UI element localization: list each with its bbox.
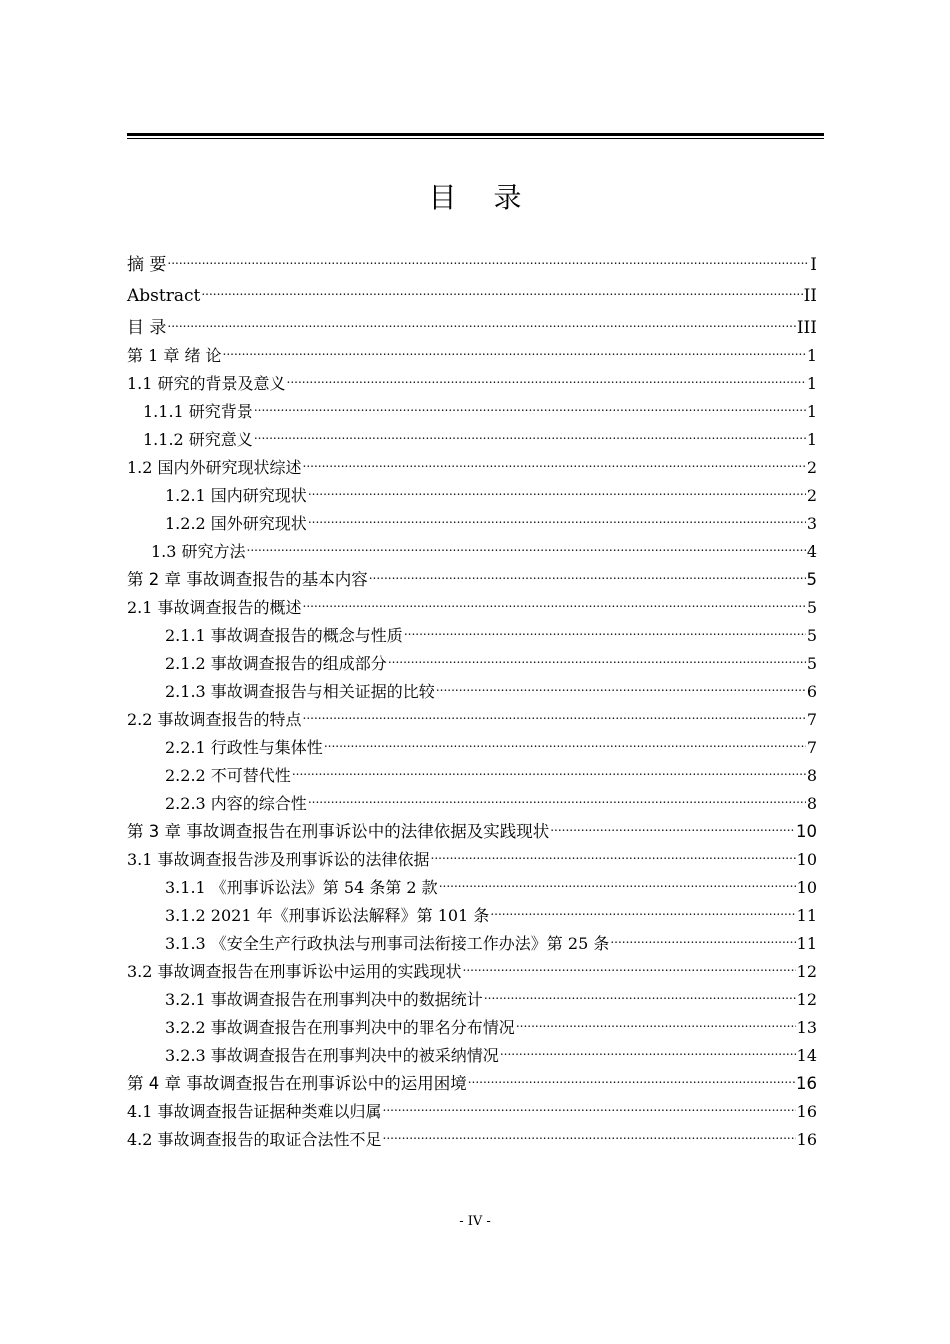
toc-leader-dots	[303, 585, 806, 613]
toc-entry-page-number: 2	[806, 457, 817, 477]
toc-leader-dots	[468, 1061, 795, 1089]
toc-entry-page-number: 1	[806, 373, 817, 393]
toc-entry-page-number: 11	[796, 905, 817, 925]
toc-leader-dots	[436, 669, 806, 697]
toc-leader-dots	[369, 557, 806, 585]
toc-leader-dots	[167, 238, 809, 270]
toc-entry-label: 目 录	[127, 317, 167, 338]
toc-leader-dots	[223, 333, 806, 361]
toc-leader-dots	[247, 529, 806, 557]
header-double-rule	[127, 133, 824, 139]
toc-leader-dots	[167, 301, 795, 333]
toc-leader-dots	[308, 501, 806, 529]
toc-entry-label: 3.2.2 事故调查报告在刑事判决中的罪名分布情况	[165, 1017, 515, 1037]
toc-leader-dots	[303, 697, 806, 725]
toc-entry-page-number: 8	[806, 793, 817, 813]
toc-entry-page-number: 7	[806, 737, 817, 757]
header-rule-thin	[127, 138, 824, 139]
toc-entry-label: 摘 要	[127, 254, 167, 275]
toc-leader-dots	[610, 921, 795, 949]
toc-entry[interactable]	[127, 270, 817, 306]
toc-entry-page-number: 12	[796, 989, 817, 1009]
toc-entry-page-number: 16	[796, 1101, 817, 1121]
toc-entry-label: 第 3 章 事故调查报告在刑事诉讼中的法律依据及实践现状	[127, 821, 550, 841]
toc-entry-page-number: III	[796, 317, 817, 338]
toc-entry-label: 3.2.3 事故调查报告在刑事判决中的被采纳情况	[165, 1045, 499, 1065]
toc-leader-dots	[388, 641, 806, 669]
toc-leader-dots	[484, 977, 796, 1005]
toc-entry-page-number: 1	[806, 401, 817, 421]
toc-entry-label: 1.2 国内外研究现状综述	[127, 457, 302, 477]
toc-entry-label: 2.2 事故调查报告的特点	[127, 709, 302, 729]
toc-entry[interactable]	[127, 333, 817, 365]
toc-entry-label: 2.2.1 行政性与集体性	[165, 737, 323, 757]
toc-entry-label: 2.2.3 内容的综合性	[165, 793, 307, 813]
toc-entry-label: 3.1.3 《安全生产行政执法与刑事司法衔接工作办法》第 25 条	[165, 933, 610, 953]
toc-entry-page-number: 4	[806, 541, 817, 561]
toc-entry-page-number: II	[803, 286, 817, 306]
header-rule-thick	[127, 133, 824, 136]
toc-entry-label: 3.1.2 2021 年《刑事诉讼法解释》第 101 条	[165, 905, 490, 925]
toc-leader-dots	[439, 865, 796, 893]
toc-entry-label: 1.1.2 研究意义	[143, 429, 253, 449]
toc-entry-page-number: 2	[806, 485, 817, 505]
toc-entry-label: Abstract	[127, 286, 201, 306]
toc-leader-dots	[550, 809, 795, 837]
toc-leader-dots	[383, 1089, 796, 1117]
page-number-footer: - IV -	[459, 1214, 491, 1229]
toc-entry-page-number: 11	[796, 933, 817, 953]
toc-leader-dots	[324, 725, 806, 753]
toc-leader-dots	[292, 753, 806, 781]
toc-entry-label: 1.1.1 研究背景	[143, 401, 253, 421]
toc-entry-label: 1.3 研究方法	[151, 541, 246, 561]
toc-entry-page-number: 1	[806, 345, 817, 365]
toc-entry-label: 1.2.2 国外研究现状	[165, 513, 307, 533]
toc-leader-dots	[500, 1033, 796, 1061]
toc-entry-page-number: 16	[796, 1073, 817, 1093]
toc-entry[interactable]	[127, 301, 817, 338]
toc-entry-page-number: 10	[796, 821, 817, 841]
toc-entry-page-number: 10	[796, 849, 817, 869]
toc-entry-page-number: 12	[796, 961, 817, 981]
toc-entry-label: 3.2 事故调查报告在刑事诉讼中运用的实践现状	[127, 961, 462, 981]
toc-entry-label: 3.1 事故调查报告涉及刑事诉讼的法律依据	[127, 849, 430, 869]
toc-entry-label: 第 4 章 事故调查报告在刑事诉讼中的运用困境	[127, 1073, 467, 1093]
toc-leader-dots	[201, 270, 802, 302]
toc-entry-label: 4.1 事故调查报告证据种类难以归属	[127, 1101, 382, 1121]
toc-entry-page-number: 7	[806, 709, 817, 729]
toc-entry-label: 第 2 章 事故调查报告的基本内容	[127, 569, 368, 589]
toc-entry-page-number: I	[810, 254, 817, 275]
toc-entry-label: 1.1 研究的背景及意义	[127, 373, 286, 393]
toc-entry-page-number: 16	[796, 1129, 817, 1149]
toc-entry-page-number: 8	[806, 765, 817, 785]
toc-entry-label: 3.2.1 事故调查报告在刑事判决中的数据统计	[165, 989, 483, 1009]
toc-entry-page-number: 5	[806, 569, 817, 589]
toc-leader-dots	[516, 1005, 796, 1033]
toc-title: 目 录	[428, 181, 536, 214]
toc-entry-page-number: 10	[796, 877, 817, 897]
toc-entry-label: 2.1.2 事故调查报告的组成部分	[165, 653, 387, 673]
toc-entry-label: 第 1 章 绪 论	[127, 345, 222, 365]
toc-entry-label: 2.1 事故调查报告的概述	[127, 597, 302, 617]
toc-entry-page-number: 5	[806, 597, 817, 617]
toc-entry-label: 2.2.2 不可替代性	[165, 765, 291, 785]
toc-entry-label: 2.1.1 事故调查报告的概念与性质	[165, 625, 403, 645]
toc-entry-page-number: 5	[806, 625, 817, 645]
toc-leader-dots	[404, 613, 806, 641]
toc-leader-dots	[308, 473, 806, 501]
toc-entry[interactable]	[127, 361, 817, 393]
toc-leader-dots	[383, 1117, 796, 1145]
toc-entry-label: 1.2.1 国内研究现状	[165, 485, 307, 505]
toc-entry-page-number: 3	[806, 513, 817, 533]
toc-entry-label: 2.1.3 事故调查报告与相关证据的比较	[165, 681, 435, 701]
toc-leader-dots	[490, 893, 795, 921]
toc-entry-page-number: 14	[796, 1045, 817, 1065]
table-of-contents	[127, 238, 817, 1149]
toc-entry-page-number: 6	[806, 681, 817, 701]
toc-leader-dots	[308, 781, 806, 809]
toc-entry-page-number: 1	[806, 429, 817, 449]
toc-leader-dots	[254, 417, 806, 445]
toc-entry-page-number: 5	[806, 653, 817, 673]
toc-leader-dots	[254, 389, 806, 417]
toc-leader-dots	[287, 361, 806, 389]
toc-entry-page-number: 13	[796, 1017, 817, 1037]
toc-entry-label: 3.1.1 《刑事诉讼法》第 54 条第 2 款	[165, 877, 438, 897]
toc-leader-dots	[431, 837, 796, 865]
toc-entry[interactable]	[127, 238, 817, 275]
toc-entry-label: 4.2 事故调查报告的取证合法性不足	[127, 1129, 382, 1149]
toc-leader-dots	[463, 949, 796, 977]
toc-leader-dots	[303, 445, 806, 473]
